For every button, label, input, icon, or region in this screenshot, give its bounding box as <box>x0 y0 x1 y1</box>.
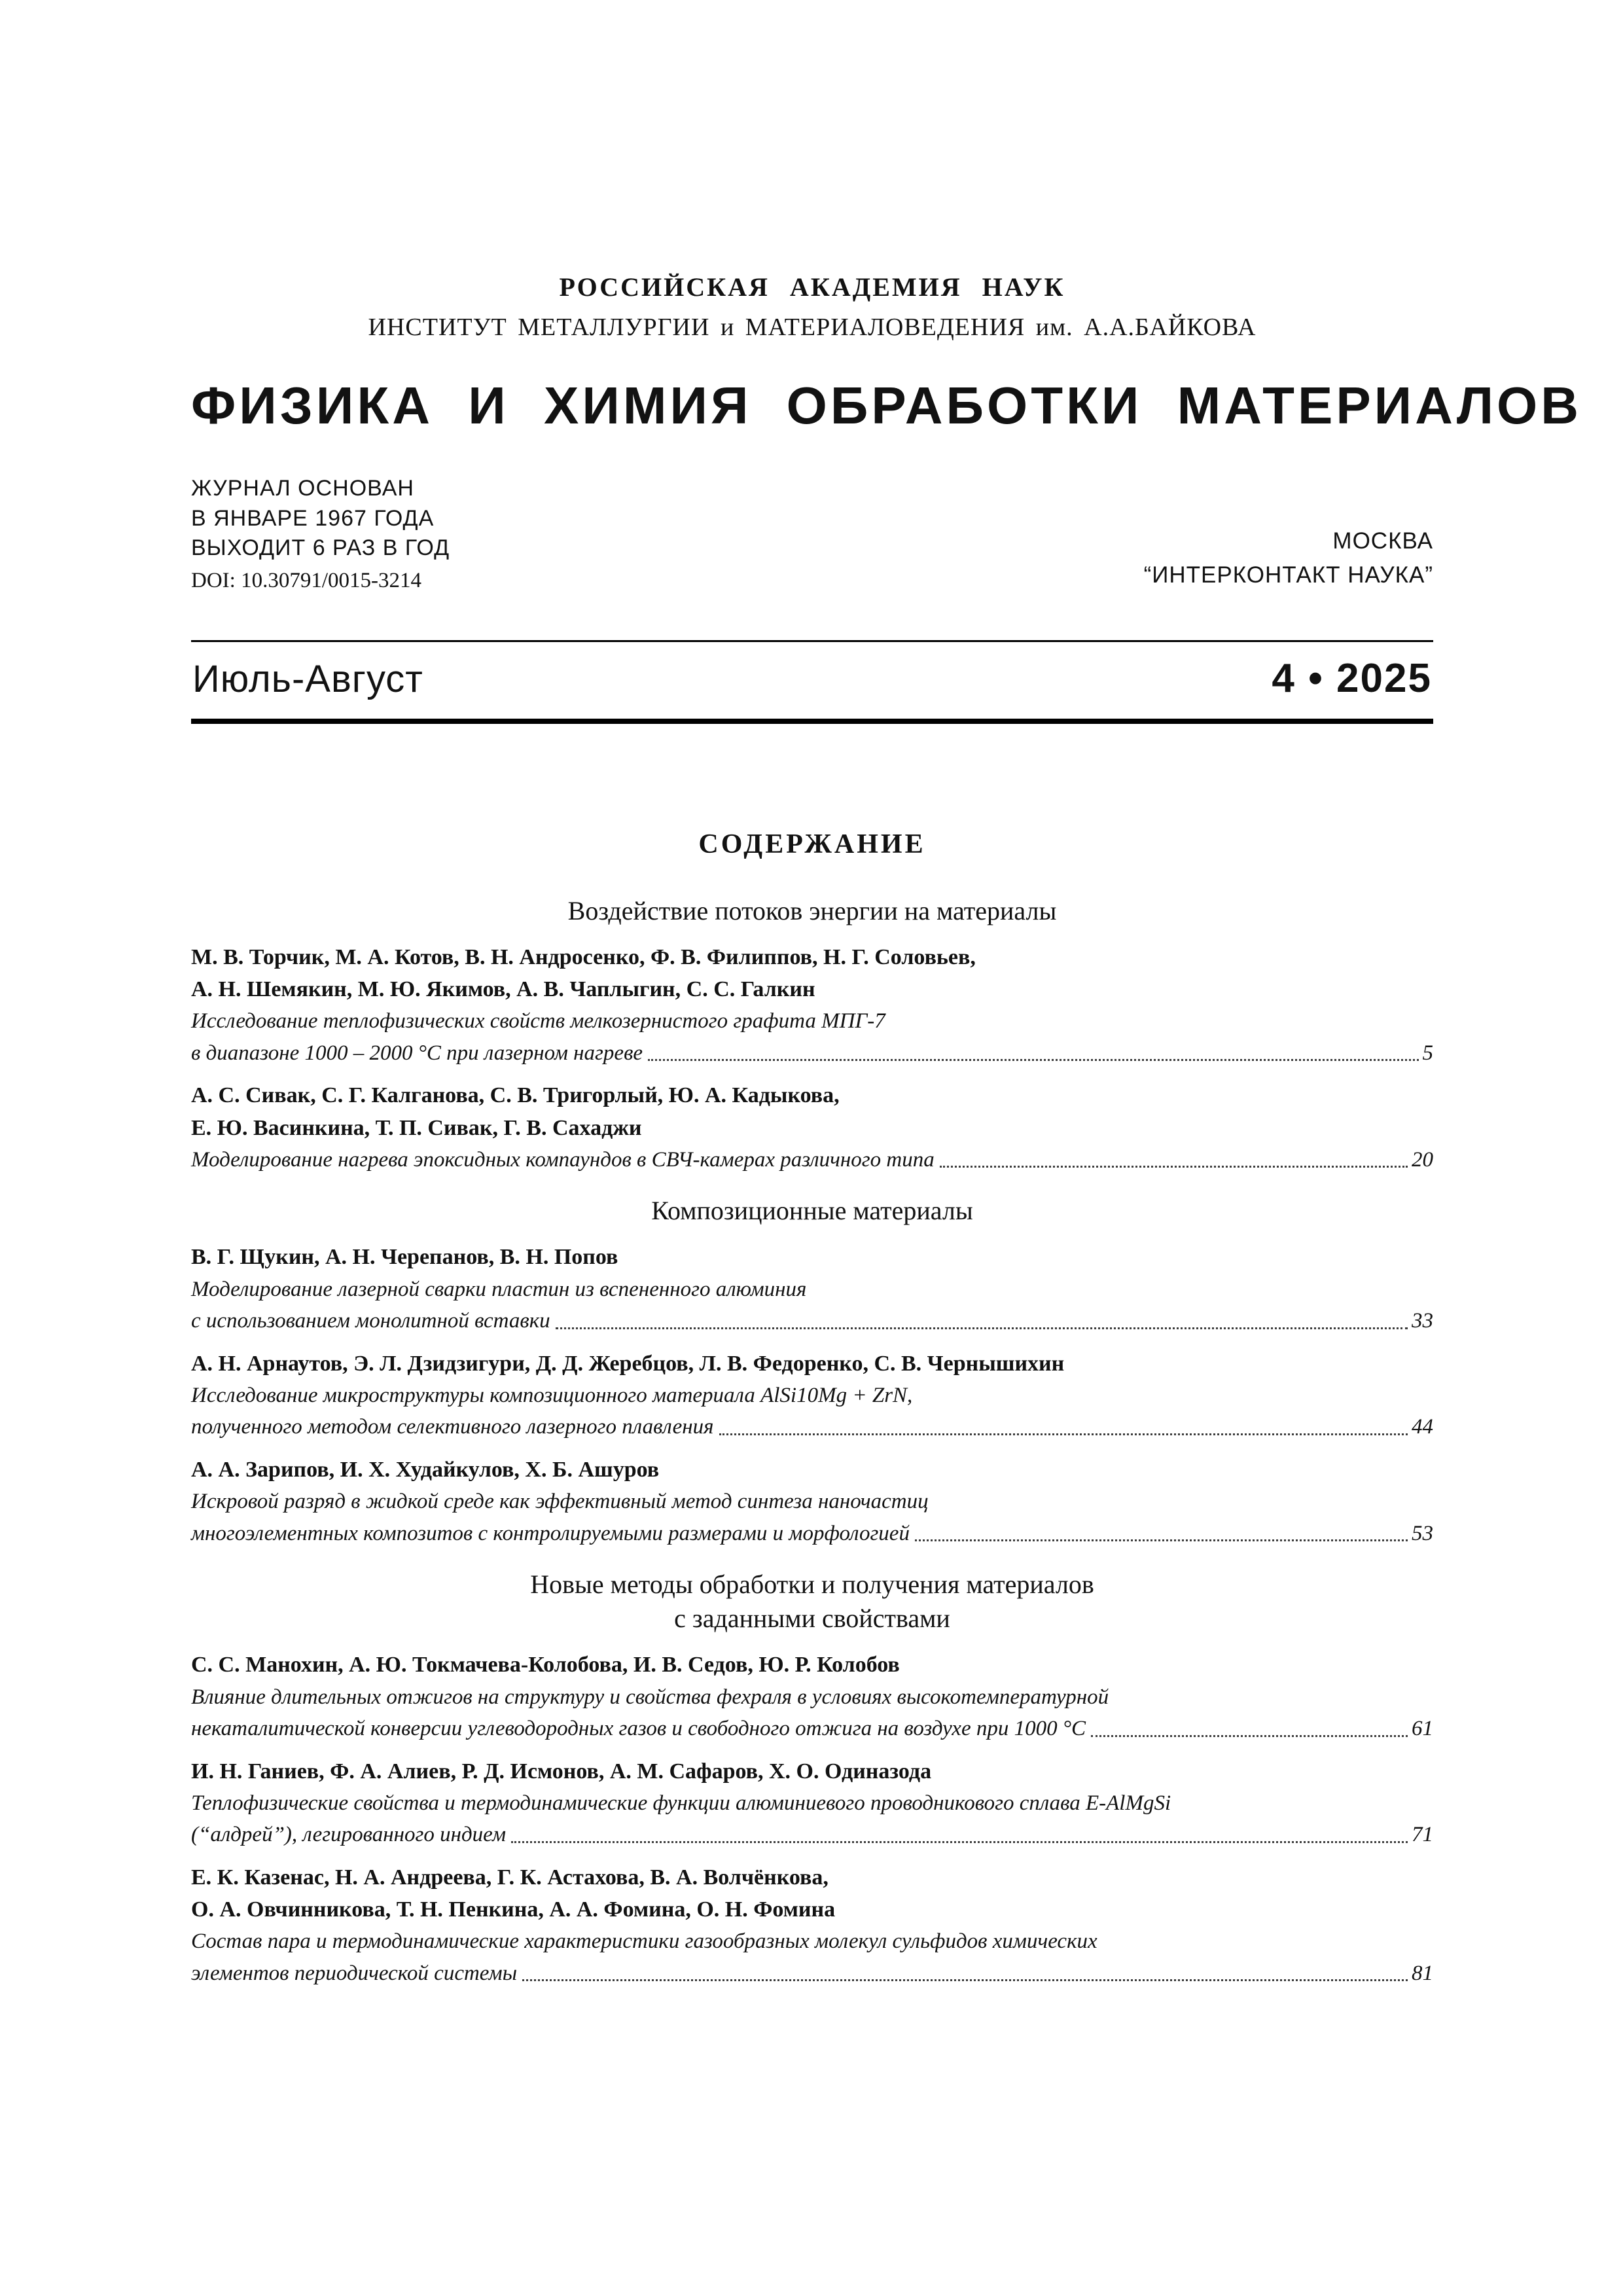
dot-leader <box>940 1166 1408 1168</box>
entry-title-line: Теплофизические свойства и термодинамические функции алюминиевого проводникового сплава E-AlMgSi <box>191 1791 1171 1815</box>
entry-last-row <box>191 1037 1433 1069</box>
entry-title-last: Моделирование нагрева эпоксидных компаундов в СВЧ-камерах различного типа <box>191 1147 935 1172</box>
toc-section-heading <box>191 1568 1433 1636</box>
entry-last-row <box>191 1713 1433 1745</box>
dot-leader <box>1091 1735 1408 1737</box>
entry-title-last: полученного методом селективного лазерного плавления <box>191 1415 714 1439</box>
entry-authors-line: М. В. Торчик, М. А. Котов, В. Н. Андросенко, Ф. В. Филиппов, Н. Г. Соловьев, <box>191 944 976 969</box>
entry-page-number: 71 <box>1412 1823 1433 1847</box>
publisher-city: МОСКВА <box>1332 528 1433 554</box>
entry-title-line: Моделирование лазерной сварки пластин из вспененного алюминия <box>191 1277 807 1301</box>
issue-band <box>191 640 1433 724</box>
dot-leader <box>511 1841 1408 1843</box>
entry-authors-line: А. С. Сивак, С. Г. Калганова, С. В. Тригорлый, Ю. А. Кадыкова, <box>191 1083 840 1108</box>
entry-authors-line: С. С. Манохин, А. Ю. Токмачева-Колобова, И. В. Седов, Ю. Р. Колобов <box>191 1653 900 1677</box>
entry-last-row <box>191 1958 1433 1990</box>
entry-page-number: 44 <box>1412 1415 1433 1439</box>
toc-section-line: с заданными свойствами <box>674 1604 950 1634</box>
toc-entry <box>191 1861 1433 1990</box>
entry-title-line: Искровой разряд в жидкой среде как эффективный метод синтеза наночастиц <box>191 1490 929 1514</box>
toc-entry <box>191 1348 1433 1443</box>
toc <box>191 894 1433 1990</box>
toc-entry <box>191 1755 1433 1851</box>
entry-authors-line: А. Н. Шемякин, М. Ю. Якимов, А. В. Чаплыгин, С. С. Галкин <box>191 977 815 1001</box>
issue-period: Июль-Август <box>192 657 423 700</box>
entry-title-last: (“алдрей”), легированного индием <box>191 1823 507 1847</box>
founded-line: ВЫХОДИТ 6 РАЗ В ГОД <box>191 535 450 561</box>
toc-entry <box>191 1454 1433 1549</box>
entry-authors-line: Е. Ю. Васинкина, Т. П. Сивак, Г. В. Сахаджи <box>191 1115 642 1140</box>
entry-page-number: 81 <box>1412 1961 1433 1985</box>
dot-leader <box>522 1979 1408 1981</box>
toc-entry <box>191 1241 1433 1336</box>
institute-name: ИНСТИТУТ МЕТАЛЛУРГИИ и МАТЕРИАЛОВЕДЕНИЯ им. А.А.БАЙКОВА <box>368 314 1257 341</box>
entry-authors-line: О. А. Овчинникова, Т. Н. Пенкина, А. А. Фомина, О. Н. Фомина <box>191 1897 836 1922</box>
toc-section-heading <box>191 1194 1433 1228</box>
entry-title-last: в диапазоне 1000 – 2000 °С при лазерном нагреве <box>191 1041 643 1065</box>
entry-page-number: 33 <box>1412 1309 1433 1333</box>
journal-title: ФИЗИКА И ХИМИЯ ОБРАБОТКИ МАТЕРИАЛОВ <box>191 376 1582 435</box>
academy-name: РОССИЙСКАЯ АКАДЕМИЯ НАУК <box>559 272 1065 302</box>
entry-title-last: с использованием монолитной вставки <box>191 1309 550 1333</box>
toc-section-line: Новые методы обработки и получения материалов <box>530 1570 1094 1600</box>
issue-number: 4 • 2025 <box>1272 655 1432 701</box>
toc-entry <box>191 1649 1433 1744</box>
toc-section-line: Композиционные материалы <box>651 1196 973 1226</box>
entry-page-number: 5 <box>1422 1041 1433 1065</box>
entry-page-number: 53 <box>1412 1521 1433 1545</box>
entry-title-line: Состав пара и термодинамические характеристики газообразных молекул сульфидов химических <box>191 1929 1097 1954</box>
journal-info-row <box>191 474 1433 593</box>
dot-leader <box>556 1327 1408 1329</box>
entry-title-line: Исследование микроструктуры композиционного материала AlSi10Mg + ZrN, <box>191 1383 913 1407</box>
entry-last-row <box>191 1305 1433 1337</box>
entry-title-last: некаталитической конверсии углеводородных газов и свободного отжига на воздухе при 1000 °С <box>191 1717 1086 1741</box>
entry-authors-line: А. Н. Арнаутов, Э. Л. Дзидзигури, Д. Д. Жеребцов, Л. В. Федоренко, С. В. Чернышихин <box>191 1351 1065 1376</box>
entry-title-line: Влияние длительных отжигов на структуру и свойства фехраля в условиях высокотемпературной <box>191 1685 1109 1709</box>
publisher-block <box>1144 524 1433 593</box>
doi-line: DOI: 10.30791/0015-3214 <box>191 568 421 592</box>
entry-page-number: 20 <box>1412 1147 1433 1172</box>
entry-last-row <box>191 1518 1433 1550</box>
toc-section-heading <box>191 894 1433 928</box>
dot-leader <box>719 1433 1408 1435</box>
founded-line: В ЯНВАРЕ 1967 ГОДА <box>191 505 435 531</box>
entry-title-last: многоэлементных композитов с контролируемыми размерами и морфологией <box>191 1521 910 1545</box>
entry-authors-line: Е. К. Казенас, Н. А. Андреева, Г. К. Астахова, В. А. Волчёнкова, <box>191 1865 829 1890</box>
entry-title-line: Исследование теплофизических свойств мелкозернистого графита МПГ-7 <box>191 1009 885 1033</box>
toc-entry <box>191 941 1433 1069</box>
founded-block <box>191 474 450 593</box>
dot-leader <box>915 1539 1408 1541</box>
entry-title-last: элементов периодической системы <box>191 1961 518 1985</box>
entry-authors-line: В. Г. Щукин, А. Н. Черепанов, В. Н. Попов <box>191 1245 618 1270</box>
publisher-name: “ИНТЕРКОНТАКТ НАУКА” <box>1143 562 1433 588</box>
founded-line: ЖУРНАЛ ОСНОВАН <box>191 476 414 501</box>
contents-title: СОДЕРЖАНИЕ <box>698 829 926 859</box>
entry-authors-line: И. Н. Ганиев, Ф. А. Алиев, Р. Д. Исмонов, А. М. Сафаров, Х. О. Одиназода <box>191 1759 932 1784</box>
entry-last-row <box>191 1819 1433 1851</box>
dot-leader <box>648 1059 1418 1061</box>
entry-authors-line: А. А. Зарипов, И. Х. Худайкулов, Х. Б. Ашуров <box>191 1457 660 1482</box>
entry-last-row <box>191 1411 1433 1443</box>
entry-page-number: 61 <box>1412 1717 1433 1741</box>
entry-last-row <box>191 1144 1433 1176</box>
toc-section-line: Воздействие потоков энергии на материалы <box>567 895 1057 925</box>
toc-entry <box>191 1079 1433 1175</box>
